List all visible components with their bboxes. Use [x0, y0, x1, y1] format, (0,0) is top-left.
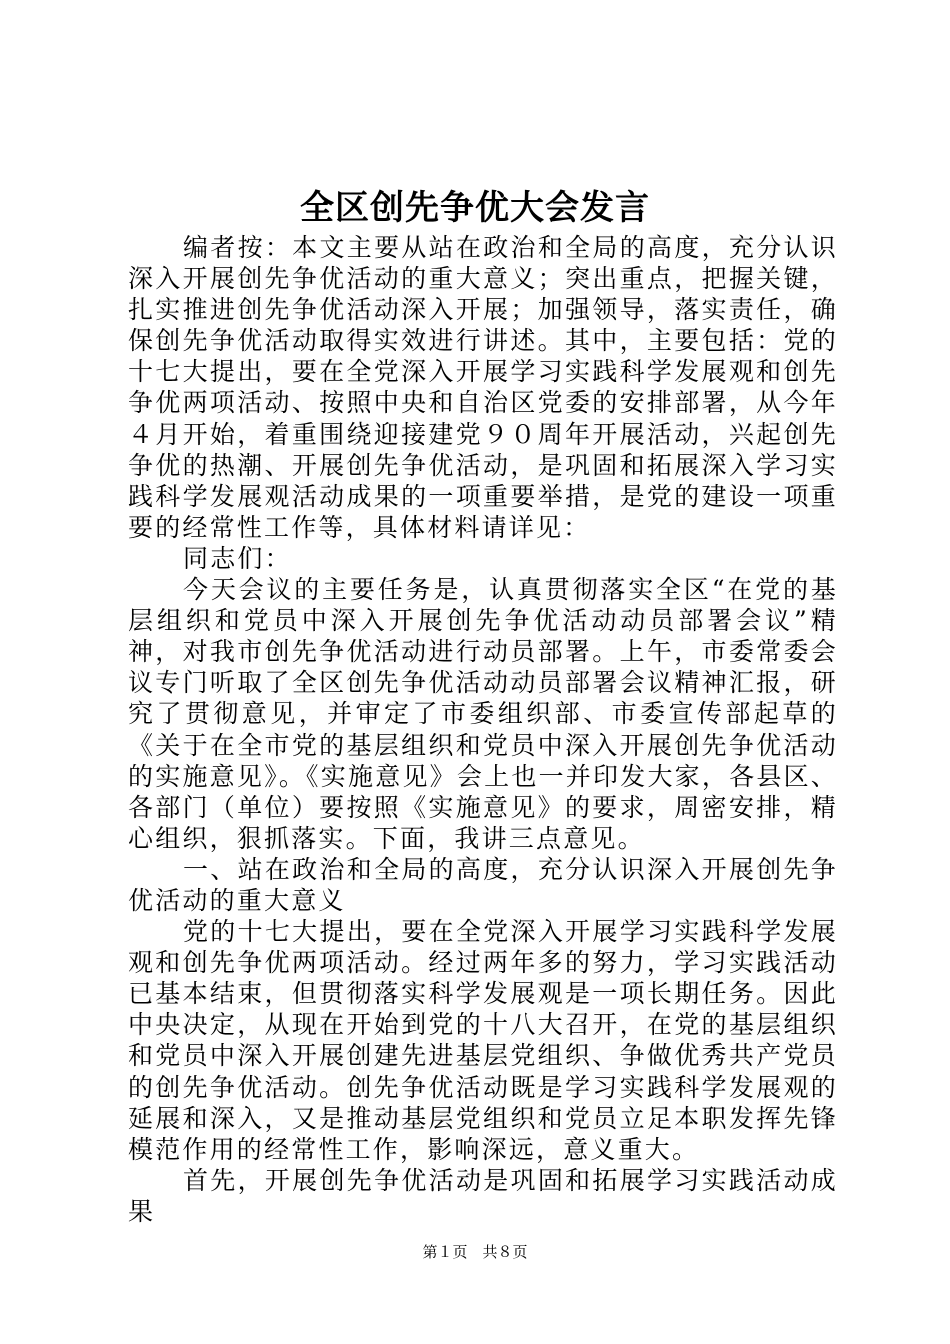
page-number-footer: 第１页 共８页	[422, 1243, 528, 1261]
editor-note-paragraph: 编者按：本文主要从站在政治和全局的高度，充分认识深入开展创先争优活动的重大意义；突出重点，把握关键，扎实推进创先争优活动深入开展；加强领导，落实责任，确保创先争优活动取得实效进行讲述。其中，主要包括：党的十七大提出，要在全党深入开展学习实践科学发展观和创先争优两项活动、按照中央和自治区党委的安排部署，从今年４月开始，着重围绕迎接建党９０周年开展活动，兴起创先争优的热潮、开展创先争优活动，是巩固和拓展深入学习实践科学发展观活动成果的一项重要举措，是党的建设一项重要的经常性工作等，具体材料请详见：	[128, 233, 838, 542]
body-paragraph: 首先，开展创先争优活动是巩固和拓展学习实践活动成果	[128, 1165, 838, 1226]
document-title: 全区创先争优大会发言	[300, 188, 650, 228]
document-body	[128, 232, 838, 1227]
section-heading: 一、站在政治和全局的高度，充分认识深入开展创先争优活动的重大意义	[128, 854, 838, 915]
body-paragraph: 党的十七大提出，要在全党深入开展学习实践科学发展观和创先争优两项活动。经过两年多的努力，学习实践活动已基本结束，但贯彻落实科学发展观是一项长期任务。因此中央决定，从现在开始到党的十八大召开，在党的基层组织和党员中深入开展创建先进基层党组织、争做优秀共产党员的创先争优活动。创先争优活动既是学习实践科学发展观的延展和深入，又是推动基层党组织和党员立足本职发挥先锋模范作用的经常性工作，影响深远，意义重大。	[128, 917, 838, 1164]
body-paragraph: 今天会议的主要任务是，认真贯彻落实全区“在党的基层组织和党员中深入开展创先争优活动动员部署会议”精神，对我市创先争优活动进行动员部署。上午，市委常委会议专门听取了全区创先争优活动动员部署会议精神汇报，研究了贯彻意见，并审定了市委组织部、市委宣传部起草的《关于在全市党的基层组织和党员中深入开展创先争优活动的实施意见》。《实施意见》会上也一并印发大家，各县区、各部门（单位）要按照《实施意见》的要求，周密安排，精心组织，狠抓落实。下面，我讲三点意见。	[128, 575, 838, 853]
salutation-paragraph: 同志们：	[183, 543, 292, 573]
